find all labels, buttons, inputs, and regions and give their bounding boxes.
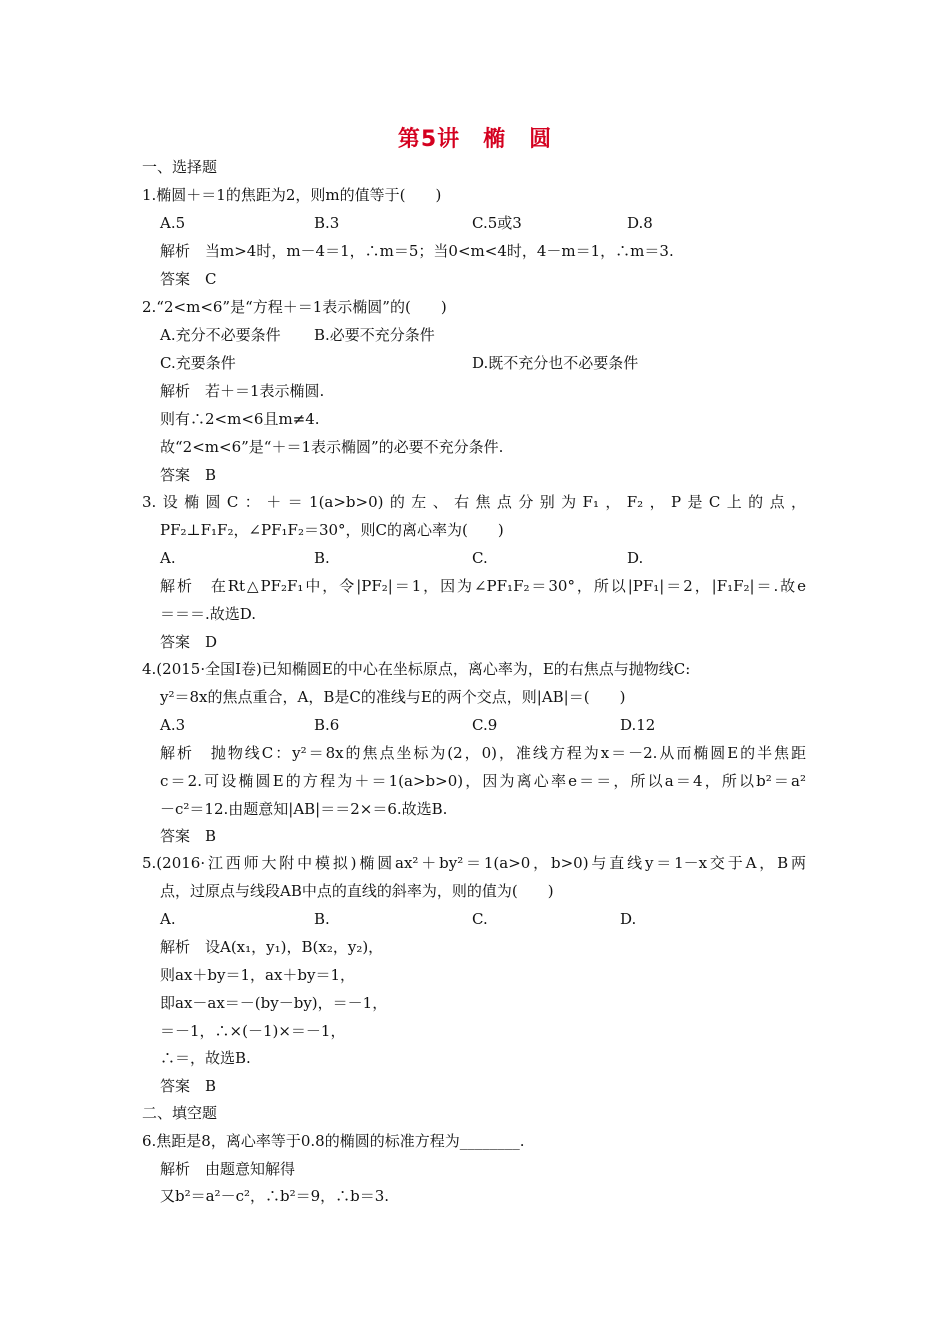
q1-stem: 1.椭圆＋＝1的焦距为2，则m的值等于( ) [142, 186, 442, 204]
q2-option-b: B.必要不充分条件 [314, 326, 435, 344]
q2-analysis-line: 则有∴2<m<6且m≠4. [160, 410, 320, 428]
section-heading-fill: 二、填空题 [142, 1104, 218, 1122]
q3-option-a: A. [160, 549, 176, 567]
section-heading-choice: 一、选择题 [142, 158, 218, 176]
q2-option-a: A.充分不必要条件 [160, 326, 281, 344]
q1-option-b: B.3 [314, 214, 340, 232]
q5-answer: 答案 B [160, 1077, 217, 1095]
q5-analysis-line: 即ax－ax＝－(by－by)，＝－1， [160, 994, 388, 1012]
q2-option-d: D.既不充分也不必要条件 [472, 354, 639, 372]
q2-analysis-line: 解析 若＋＝1表示椭圆. [160, 382, 325, 400]
q1-option-a: A.5 [160, 214, 186, 232]
q5-analysis-line: ＝－1，∴×(－1)×＝－1， [160, 1022, 346, 1040]
q4-option-c: C.9 [472, 716, 498, 734]
q5-option-a: A. [160, 910, 176, 928]
q5-option-b: B. [314, 910, 330, 928]
q3-analysis-line: ＝＝＝.故选D. [160, 605, 257, 623]
q3-option-c: C. [472, 549, 488, 567]
q4-analysis-line: 解析 抛物线C：y²＝8x的焦点坐标为(2，0)，准线方程为x＝－2.从而椭圆E的半焦距 [160, 744, 806, 762]
q4-option-d: D.12 [620, 716, 656, 734]
q5-stem-line: 点，过原点与线段AB中点的直线的斜率为，则的值为( ) [160, 882, 554, 900]
q1-option-c: C.5或3 [472, 214, 522, 232]
q4-analysis-line: c＝2.可设椭圆E的方程为＋＝1(a>b>0)，因为离心率e＝＝，所以a＝4，所以b²＝a² [160, 772, 806, 790]
q1-analysis: 解析 当m>4时，m－4＝1，∴m＝5；当0<m<4时，4－m＝1，∴m＝3. [160, 242, 674, 260]
q2-answer: 答案 B [160, 466, 217, 484]
q5-analysis-line: ∴＝，故选B. [160, 1049, 251, 1067]
q3-option-d: D. [627, 549, 644, 567]
q1-answer: 答案 C [160, 270, 217, 288]
q4-stem-line: y²＝8x的焦点重合，A，B是C的准线与E的两个交点，则|AB|＝( ) [160, 688, 626, 706]
q4-analysis-line: －c²＝12.由题意知|AB|＝＝2×＝6.故选B. [160, 800, 448, 818]
q2-stem: 2.“2<m<6”是“方程＋＝1表示椭圆”的( ) [142, 298, 447, 316]
q3-stem-line: 3.设椭圆C：＋＝1(a>b>0)的左、右焦点分别为F₁，F₂，P是C上的点， [142, 493, 806, 511]
q3-analysis-line: 解析 在Rt△PF₂F₁中，令|PF₂|＝1，因为∠PF₁F₂＝30°，所以|PF₁|＝2，|F₁F₂|＝.故e [160, 577, 806, 595]
q2-analysis-line: 故“2<m<6”是“＋＝1表示椭圆”的必要不充分条件. [160, 438, 504, 456]
q3-stem-line: PF₂⊥F₁F₂，∠PF₁F₂＝30°，则C的离心率为( ) [160, 521, 504, 539]
q3-option-b: B. [314, 549, 330, 567]
q6-analysis-line: 解析 由题意知解得 [160, 1160, 296, 1178]
page-title: 第5讲 椭 圆 [397, 127, 553, 152]
q4-stem-line: 4.(2015·全国Ⅰ卷)已知椭圆E的中心在坐标原点，离心率为，E的右焦点与抛物线C: [142, 660, 691, 678]
q3-answer: 答案 D [160, 633, 218, 651]
q4-answer: 答案 B [160, 827, 217, 845]
q5-option-d: D. [620, 910, 637, 928]
q4-option-b: B.6 [314, 716, 340, 734]
q1-option-d: D.8 [627, 214, 653, 232]
q5-stem-line: 5.(2016·江西师大附中模拟)椭圆ax²＋by²＝1(a>0，b>0)与直线y＝1－x交于A，B两 [142, 854, 806, 872]
q5-analysis-line: 则ax＋by＝1，ax＋by＝1， [160, 966, 356, 984]
q2-option-c: C.充要条件 [160, 354, 236, 372]
q5-analysis-line: 解析 设A(x₁，y₁)，B(x₂，y₂)， [160, 938, 384, 956]
q4-option-a: A.3 [160, 716, 186, 734]
q6-stem: 6.焦距是8，离心率等于0.8的椭圆的标准方程为________. [142, 1132, 525, 1150]
q5-option-c: C. [472, 910, 488, 928]
q6-analysis-line: 又b²＝a²－c²，∴b²＝9，∴b＝3. [160, 1187, 390, 1205]
